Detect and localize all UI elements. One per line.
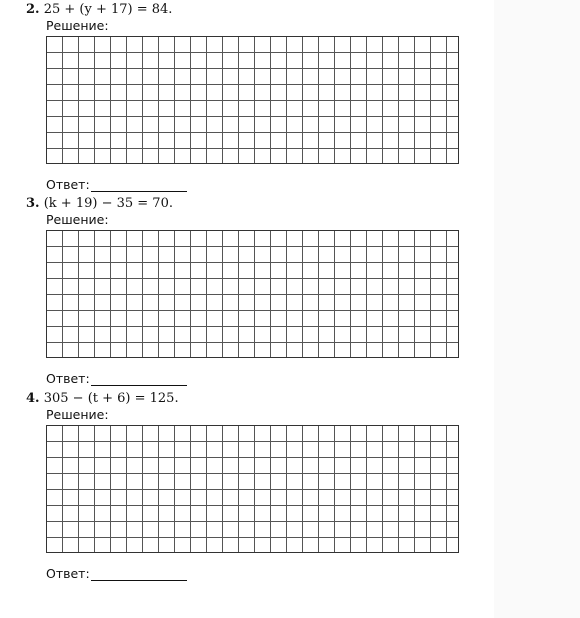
answer-row xyxy=(46,178,187,192)
task-equation: (k + 19) − 35 = 70. xyxy=(43,196,173,211)
solution-grid[interactable] xyxy=(46,36,459,164)
answer-field[interactable] xyxy=(91,179,187,192)
task-header xyxy=(26,2,172,18)
task-equation: 25 + (y + 17) = 84. xyxy=(43,2,173,17)
task-number: 2. xyxy=(26,2,40,17)
answer-row xyxy=(46,372,187,386)
task-header xyxy=(26,196,173,212)
answer-label: Ответ: xyxy=(46,566,90,581)
solution-grid[interactable] xyxy=(46,230,459,358)
solution-label: Решение: xyxy=(46,18,109,33)
solution-grid[interactable] xyxy=(46,425,459,553)
solution-label: Решение: xyxy=(46,212,109,227)
answer-field[interactable] xyxy=(91,568,187,581)
task-equation: 305 − (t + 6) = 125. xyxy=(43,391,179,406)
page-edge-shade xyxy=(494,0,580,618)
task-number: 3. xyxy=(26,196,40,211)
answer-row xyxy=(46,567,187,581)
answer-label: Ответ: xyxy=(46,371,90,386)
answer-field[interactable] xyxy=(91,373,187,386)
answer-label: Ответ: xyxy=(46,177,90,192)
task-header xyxy=(26,391,179,407)
solution-label: Решение: xyxy=(46,407,109,422)
task-number: 4. xyxy=(26,391,40,406)
